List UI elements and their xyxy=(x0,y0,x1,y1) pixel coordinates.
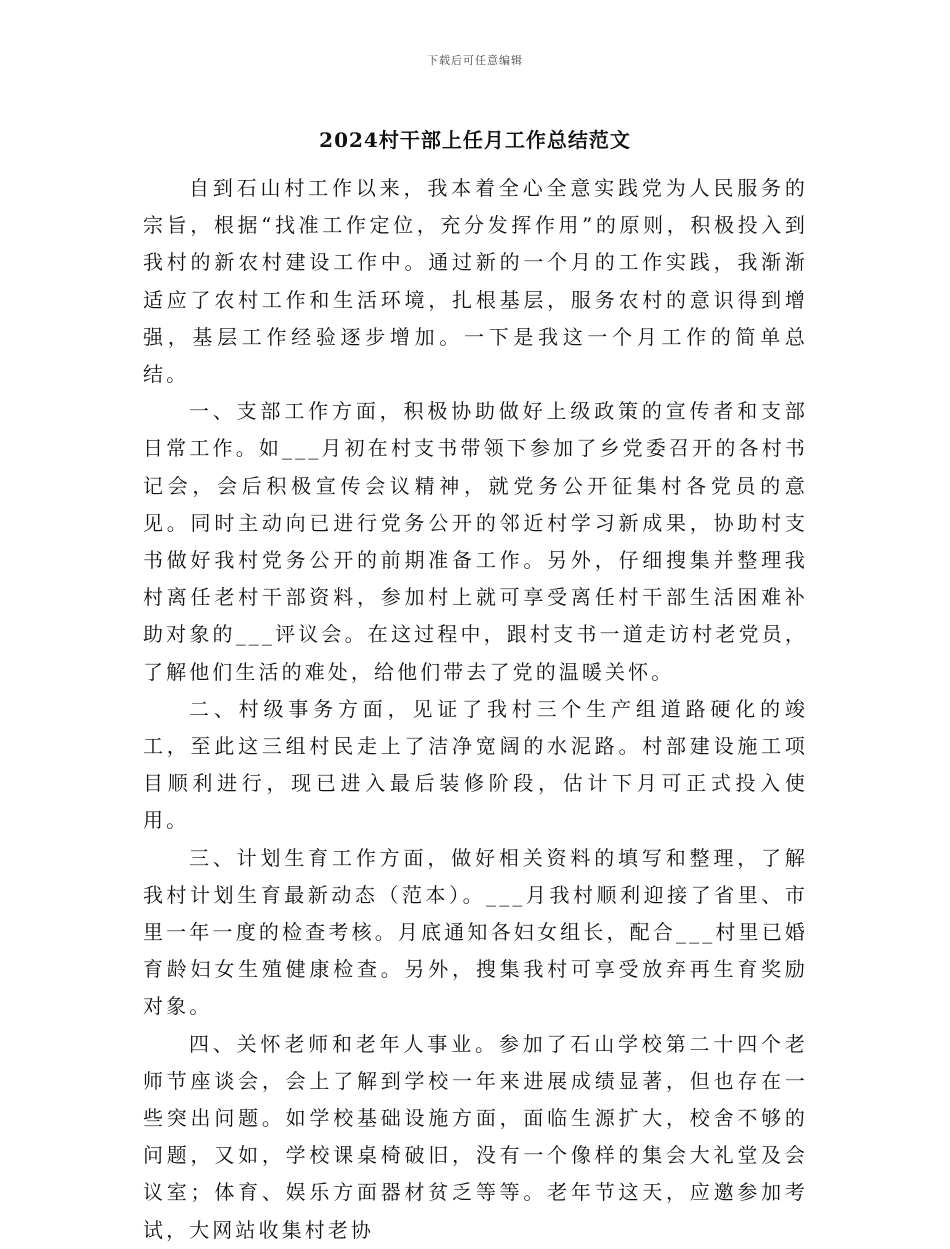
document-body xyxy=(143,170,808,1249)
paragraph-branch-work: 一、支部工作方面，积极协助做好上级政策的宣传者和支部日常工作。如___月初在村支书带领下参加了乡党委召开的各村书记会，会后积极宣传会议精神，就党务公开征集村各党员的意见。同时主动向已进行党务公开的邻近村学习新成果，协助村支书做好我村党务公开的前期准备工作。另外，仔细搜集并整理我村离任老村干部资料，参加村上就可享受离任村干部生活困难补助对象的___评议会。在这过程中，跟村支书一道走访村老党员，了解他们生活的难处，给他们带去了党的温暖关怀。 xyxy=(143,399,808,684)
document-title: 2024村干部上任月工作总结范文 xyxy=(319,128,631,152)
paragraph-teachers-elderly: 四、关怀老师和老年人事业。参加了石山学校第二十四个老师节座谈会，会上了解到学校一年来进展成绩显著，但也存在一些突出问题。如学校基础设施方面，面临生源扩大，校舍不够的问题，又如，学校课桌椅破旧，没有一个像样的集会大礼堂及会议室；体育、娱乐方面器材贫乏等等。老年节这天，应邀参加考试，大网站收集村老协 xyxy=(143,1031,808,1242)
paragraph-family-planning: 三、计划生育工作方面，做好相关资料的填写和整理，了解我村计划生育最新动态（范本）。___月我村顺利迎接了省里、市里一年一度的检查考核。月底通知各妇女组长，配合___村里已婚育龄妇女生殖健康检查。另外，搜集我村可享受放弃再生育奖励对象。 xyxy=(143,845,808,1019)
paragraph-intro: 自到石山村工作以来，我本着全心全意实践党为人民服务的宗旨，根据“找准工作定位，充分发挥作用”的原则，积极投入到我村的新农村建设工作中。通过新的一个月的工作实践，我渐渐适应了农村工作和生活环境，扎根基层，服务农村的意识得到增强，基层工作经验逐步增加。一下是我这一个月工作的简单总结。 xyxy=(143,176,808,387)
page-header-note: 下载后可任意编辑 xyxy=(427,54,523,67)
paragraph-village-affairs: 二、村级事务方面，见证了我村三个生产组道路硬化的竣工，至此这三组村民走上了洁净宽阔的水泥路。村部建设施工项目顺利进行，现已进入最后装修阶段，估计下月可正式投入使用。 xyxy=(143,696,808,833)
